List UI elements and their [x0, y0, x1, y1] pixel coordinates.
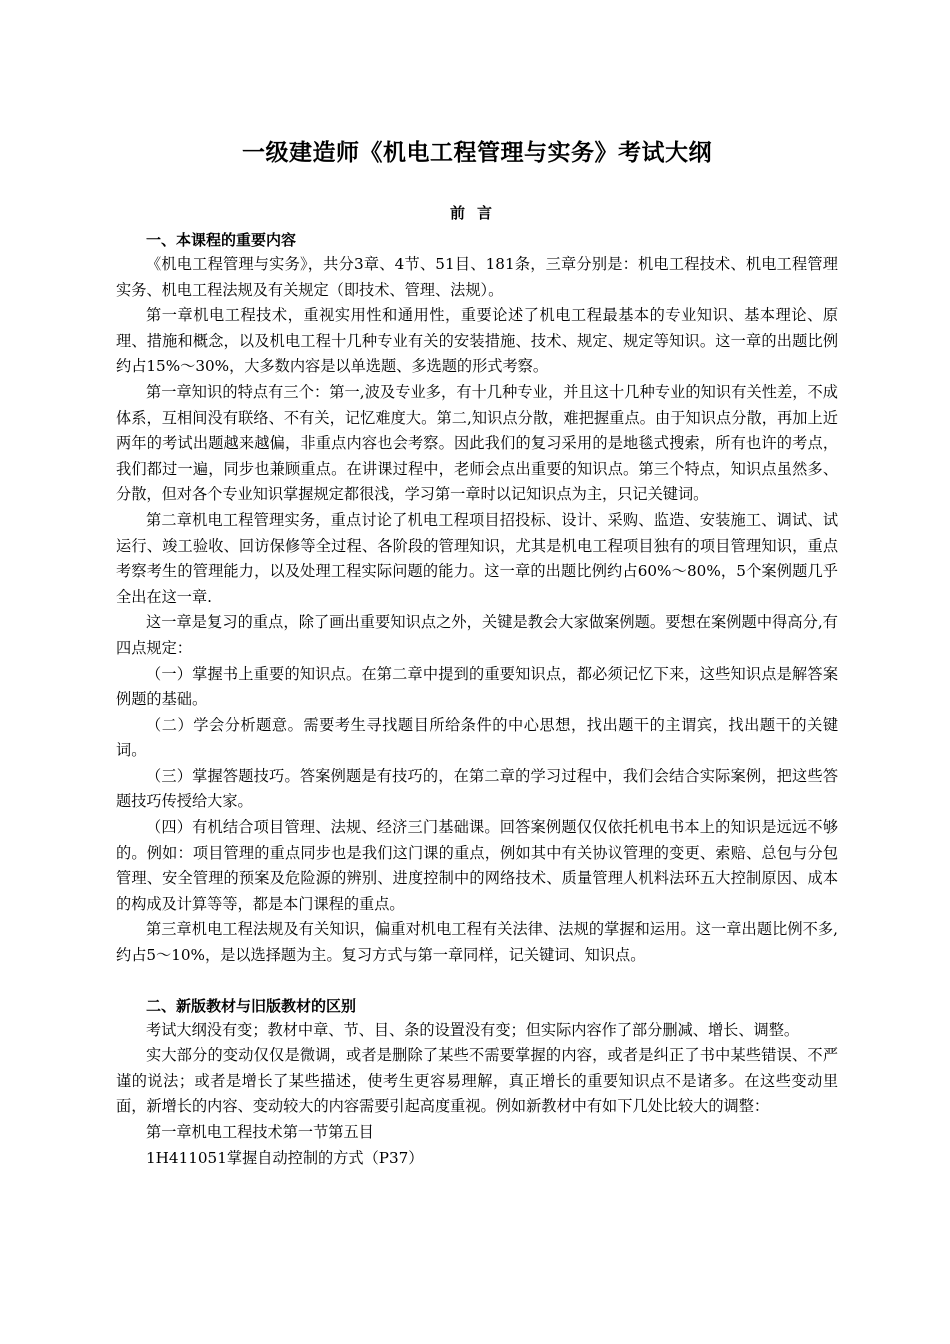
section-1-heading: 一、本课程的重要内容	[146, 231, 297, 249]
document-body	[116, 228, 838, 1171]
preface-heading: 前言	[449, 204, 504, 222]
paragraph: （二）学会分析题意。需要考生寻找题目所给条件的中心思想，找出题干的主谓宾，找出题干的关键词。	[116, 715, 838, 760]
paragraph: （三）掌握答题技巧。答案例题是有技巧的，在第二章的学习过程中，我们会结合实际案例，把这些答题技巧传授给大家。	[116, 766, 838, 811]
paragraph: 第一章机电工程技术第一节第五目	[146, 1123, 374, 1141]
paragraph: 实大部分的变动仅仅是微调，或者是删除了某些不需要掌握的内容，或者是纠正了书中某些错误、不严谨的说法；或者是增长了某些描述，使考生更容易理解，真正增长的重要知识点不是诸多。在这些变动里面，新增长的内容、变动较大的内容需要引起高度重视。例如新教材中有如下几处比较大的调整：	[116, 1046, 838, 1116]
paragraph: 这一章是复习的重点，除了画出重要知识点之外，关键是教会大家做案例题。要想在案例题中得高分,有四点规定：	[116, 613, 838, 657]
paragraph: 第一章知识的特点有三个：第一,波及专业多，有十几种专业，并且这十几种专业的知识有关性差，不成体系，互相间没有联络、不有关，记忆难度大。第二,知识点分散，难把握重点。由于知识点分散，再加上近两年的考试出题越来越偏，非重点内容也会考察。因此我们的复习采用的是地毯式搜索，所有也许的考点，我们都过一遍，同步也兼顾重点。在讲课过程中，老师会点出重要的知识点。第三个特点，知识点虽然多、分散，但对各个专业知识掌握规定都很浅，学习第一章时以记知识点为主，只记关键词。	[116, 382, 838, 504]
paragraph: 第三章机电工程法规及有关知识，偏重对机电工程有关法律、法规的掌握和运用。这一章出题比例不多,约占5～10%，是以选择题为主。复习方式与第一章同样，记关键词、知识点。	[116, 920, 838, 965]
document-title: 一级建造师《机电工程管理与实务》考试大纲	[242, 140, 712, 166]
paragraph: （四）有机结合项目管理、法规、经济三门基础课。回答案例题仅仅依托机电书本上的知识是远远不够的。例如：项目管理的重点同步也是我们这门课的重点，例如其中有关协议管理的变更、索赔、总包与分包管理、安全管理的预案及危险源的辨别、进度控制中的网络技术、质量管理人机料法环五大控制原因、成本的构成及计算等等，都是本门课程的重点。	[116, 818, 838, 913]
section-2-heading: 二、新版教材与旧版教材的区别	[146, 996, 357, 1015]
paragraph: （一）掌握书上重要的知识点。在第二章中提到的重要知识点，都必须记忆下来，这些知识点是解答案例题的基础。	[116, 664, 838, 709]
paragraph: 《机电工程管理与实务》，共分3章、4节、51目、181条，三章分别是：机电工程技术、机电工程管理实务、机电工程法规及有关规定（即技术、管理、法规）。	[116, 255, 838, 299]
paragraph: 第二章机电工程管理实务，重点讨论了机电工程项目招投标、设计、采购、监造、安装施工、调试、试运行、竣工验收、回访保修等全过程、各阶段的管理知识，尤其是机电工程项目独有的项目管理知识，重点考察考生的管理能力，以及处理工程实际问题的能力。这一章的出题比例约占60%～80%，5个案例题几乎全出在这一章.	[116, 510, 838, 606]
paragraph: 考试大纲没有变；教材中章、节、目、条的设置没有变；但实际内容作了部分删减、增长、调整。	[146, 1020, 800, 1039]
section-spacer	[116, 969, 838, 994]
paragraph: 第一章机电工程技术，重视实用性和通用性，重要论述了机电工程最基本的专业知识、基本理论、原理、措施和概念，以及机电工程十几种专业有关的安装措施、技术、规定、规定等知识。这一章的出题比例约占15%～30%，大多数内容是以单选题、多选题的形式考察。	[116, 306, 838, 376]
paragraph: 1H411051掌握自动控制的方式（P37）	[146, 1148, 424, 1167]
